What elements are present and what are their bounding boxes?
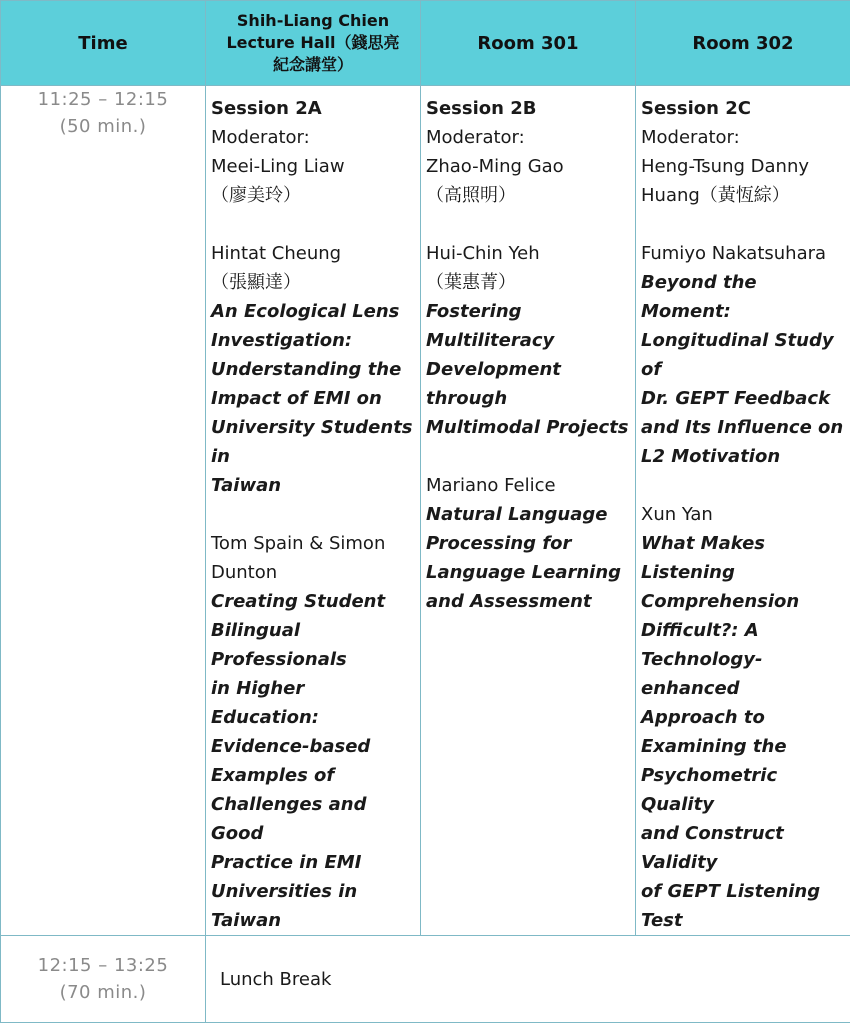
talk-title-line: Universities in Taiwan	[211, 877, 416, 935]
talk-title-line: Natural Language	[426, 500, 631, 529]
header-lecture-hall	[206, 1, 421, 86]
talk-title-line: and Its Influence on	[641, 413, 846, 442]
talk-title-line: Longitudinal Study of	[641, 326, 846, 384]
speaker-name: Dunton	[211, 558, 416, 587]
session-2b-cell	[421, 86, 636, 936]
talk-title	[641, 529, 846, 935]
talk-title-line: Challenges and Good	[211, 790, 416, 848]
time-range: 11:25 – 12:15	[1, 86, 205, 113]
header-hall-line: 紀念講堂）	[206, 54, 420, 76]
session-2c-cell	[636, 86, 850, 936]
talk-title-line: and Assessment	[426, 587, 631, 616]
talk-title-line: Fostering Multiliteracy	[426, 297, 631, 355]
speaker-name: Xun Yan	[641, 500, 846, 529]
session-row	[1, 86, 850, 936]
speaker-name: Hintat Cheung	[211, 239, 416, 268]
talk-title-line: Investigation:	[211, 326, 416, 355]
talk-title-line: Creating Student	[211, 587, 416, 616]
session-title: Session 2B	[426, 94, 631, 123]
session-2a-cell	[206, 86, 421, 936]
time-duration: (70 min.)	[1, 979, 205, 1006]
speaker-name-cn: （張顯達）	[211, 268, 416, 297]
talk-title-line: Examples of	[211, 761, 416, 790]
talk-title-line: L2 Motivation	[641, 442, 846, 471]
header-room-302: Room 302	[636, 1, 850, 86]
header-time: Time	[1, 1, 206, 86]
speaker-name: Hui-Chin Yeh	[426, 239, 631, 268]
time-cell	[1, 86, 206, 936]
session-title: Session 2C	[641, 94, 846, 123]
talk-title-line: Difficult?: A	[641, 616, 846, 645]
talk-title-line: Language Learning	[426, 558, 631, 587]
header-hall-line: Lecture Hall（錢思亮	[206, 32, 420, 54]
moderator-name: Huang（黃恆綜）	[641, 181, 846, 210]
moderator-name-cn: （高照明）	[426, 181, 631, 210]
time-range: 12:15 – 13:25	[1, 952, 205, 979]
header-room-301: Room 301	[421, 1, 636, 86]
moderator-name-cn: （廖美玲）	[211, 181, 416, 210]
speaker-name: Fumiyo Nakatsuhara	[641, 239, 846, 268]
time-duration: (50 min.)	[1, 113, 205, 140]
talk-title-line: Technology-enhanced	[641, 645, 846, 703]
talk-title-line: Practice in EMI	[211, 848, 416, 877]
moderator-name: Meei-Ling Liaw	[211, 152, 416, 181]
speaker-name-cn: （葉惠菁）	[426, 268, 631, 297]
talk-title-line: Approach to	[641, 703, 846, 732]
lunch-row	[1, 936, 850, 1023]
talk-title-line: What Makes Listening	[641, 529, 846, 587]
header-hall-line: Shih-Liang Chien	[206, 10, 420, 32]
talk-title-line: Psychometric Quality	[641, 761, 846, 819]
speaker-name: Tom Spain & Simon	[211, 529, 416, 558]
moderator-name: Zhao-Ming Gao	[426, 152, 631, 181]
time-cell	[1, 936, 206, 1023]
moderator-label: Moderator:	[426, 123, 631, 152]
talk-title-line: Comprehension	[641, 587, 846, 616]
talk-title	[426, 500, 631, 616]
talk-title	[211, 587, 416, 935]
moderator-label: Moderator:	[211, 123, 416, 152]
talk-title-line: University Students in	[211, 413, 416, 471]
header-row	[1, 1, 850, 86]
talk-title-line: Dr. GEPT Feedback	[641, 384, 846, 413]
speaker-name: Mariano Felice	[426, 471, 631, 500]
talk-title	[641, 268, 846, 471]
talk-title-line: Taiwan	[211, 471, 416, 500]
talk-title-line: Examining the	[641, 732, 846, 761]
talk-title-line: Bilingual Professionals	[211, 616, 416, 674]
talk-title-line: Impact of EMI on	[211, 384, 416, 413]
moderator-name: Heng-Tsung Danny	[641, 152, 846, 181]
talk-title-line: in Higher Education:	[211, 674, 416, 732]
talk-title	[426, 297, 631, 442]
talk-title-line: Beyond the Moment:	[641, 268, 846, 326]
talk-title-line: Understanding the	[211, 355, 416, 384]
talk-title-line: An Ecological Lens	[211, 297, 416, 326]
talk-title-line: and Construct Validity	[641, 819, 846, 877]
talk-title-line: Development through	[426, 355, 631, 413]
talk-title-line: Evidence-based	[211, 732, 416, 761]
talk-title	[211, 297, 416, 500]
session-title: Session 2A	[211, 94, 416, 123]
lunch-break-label: Lunch Break	[206, 969, 850, 990]
talk-title-line: of GEPT Listening Test	[641, 877, 846, 935]
lunch-cell	[206, 936, 850, 1023]
moderator-label: Moderator:	[641, 123, 846, 152]
talk-title-line: Multimodal Projects	[426, 413, 631, 442]
talk-title-line: Processing for	[426, 529, 631, 558]
